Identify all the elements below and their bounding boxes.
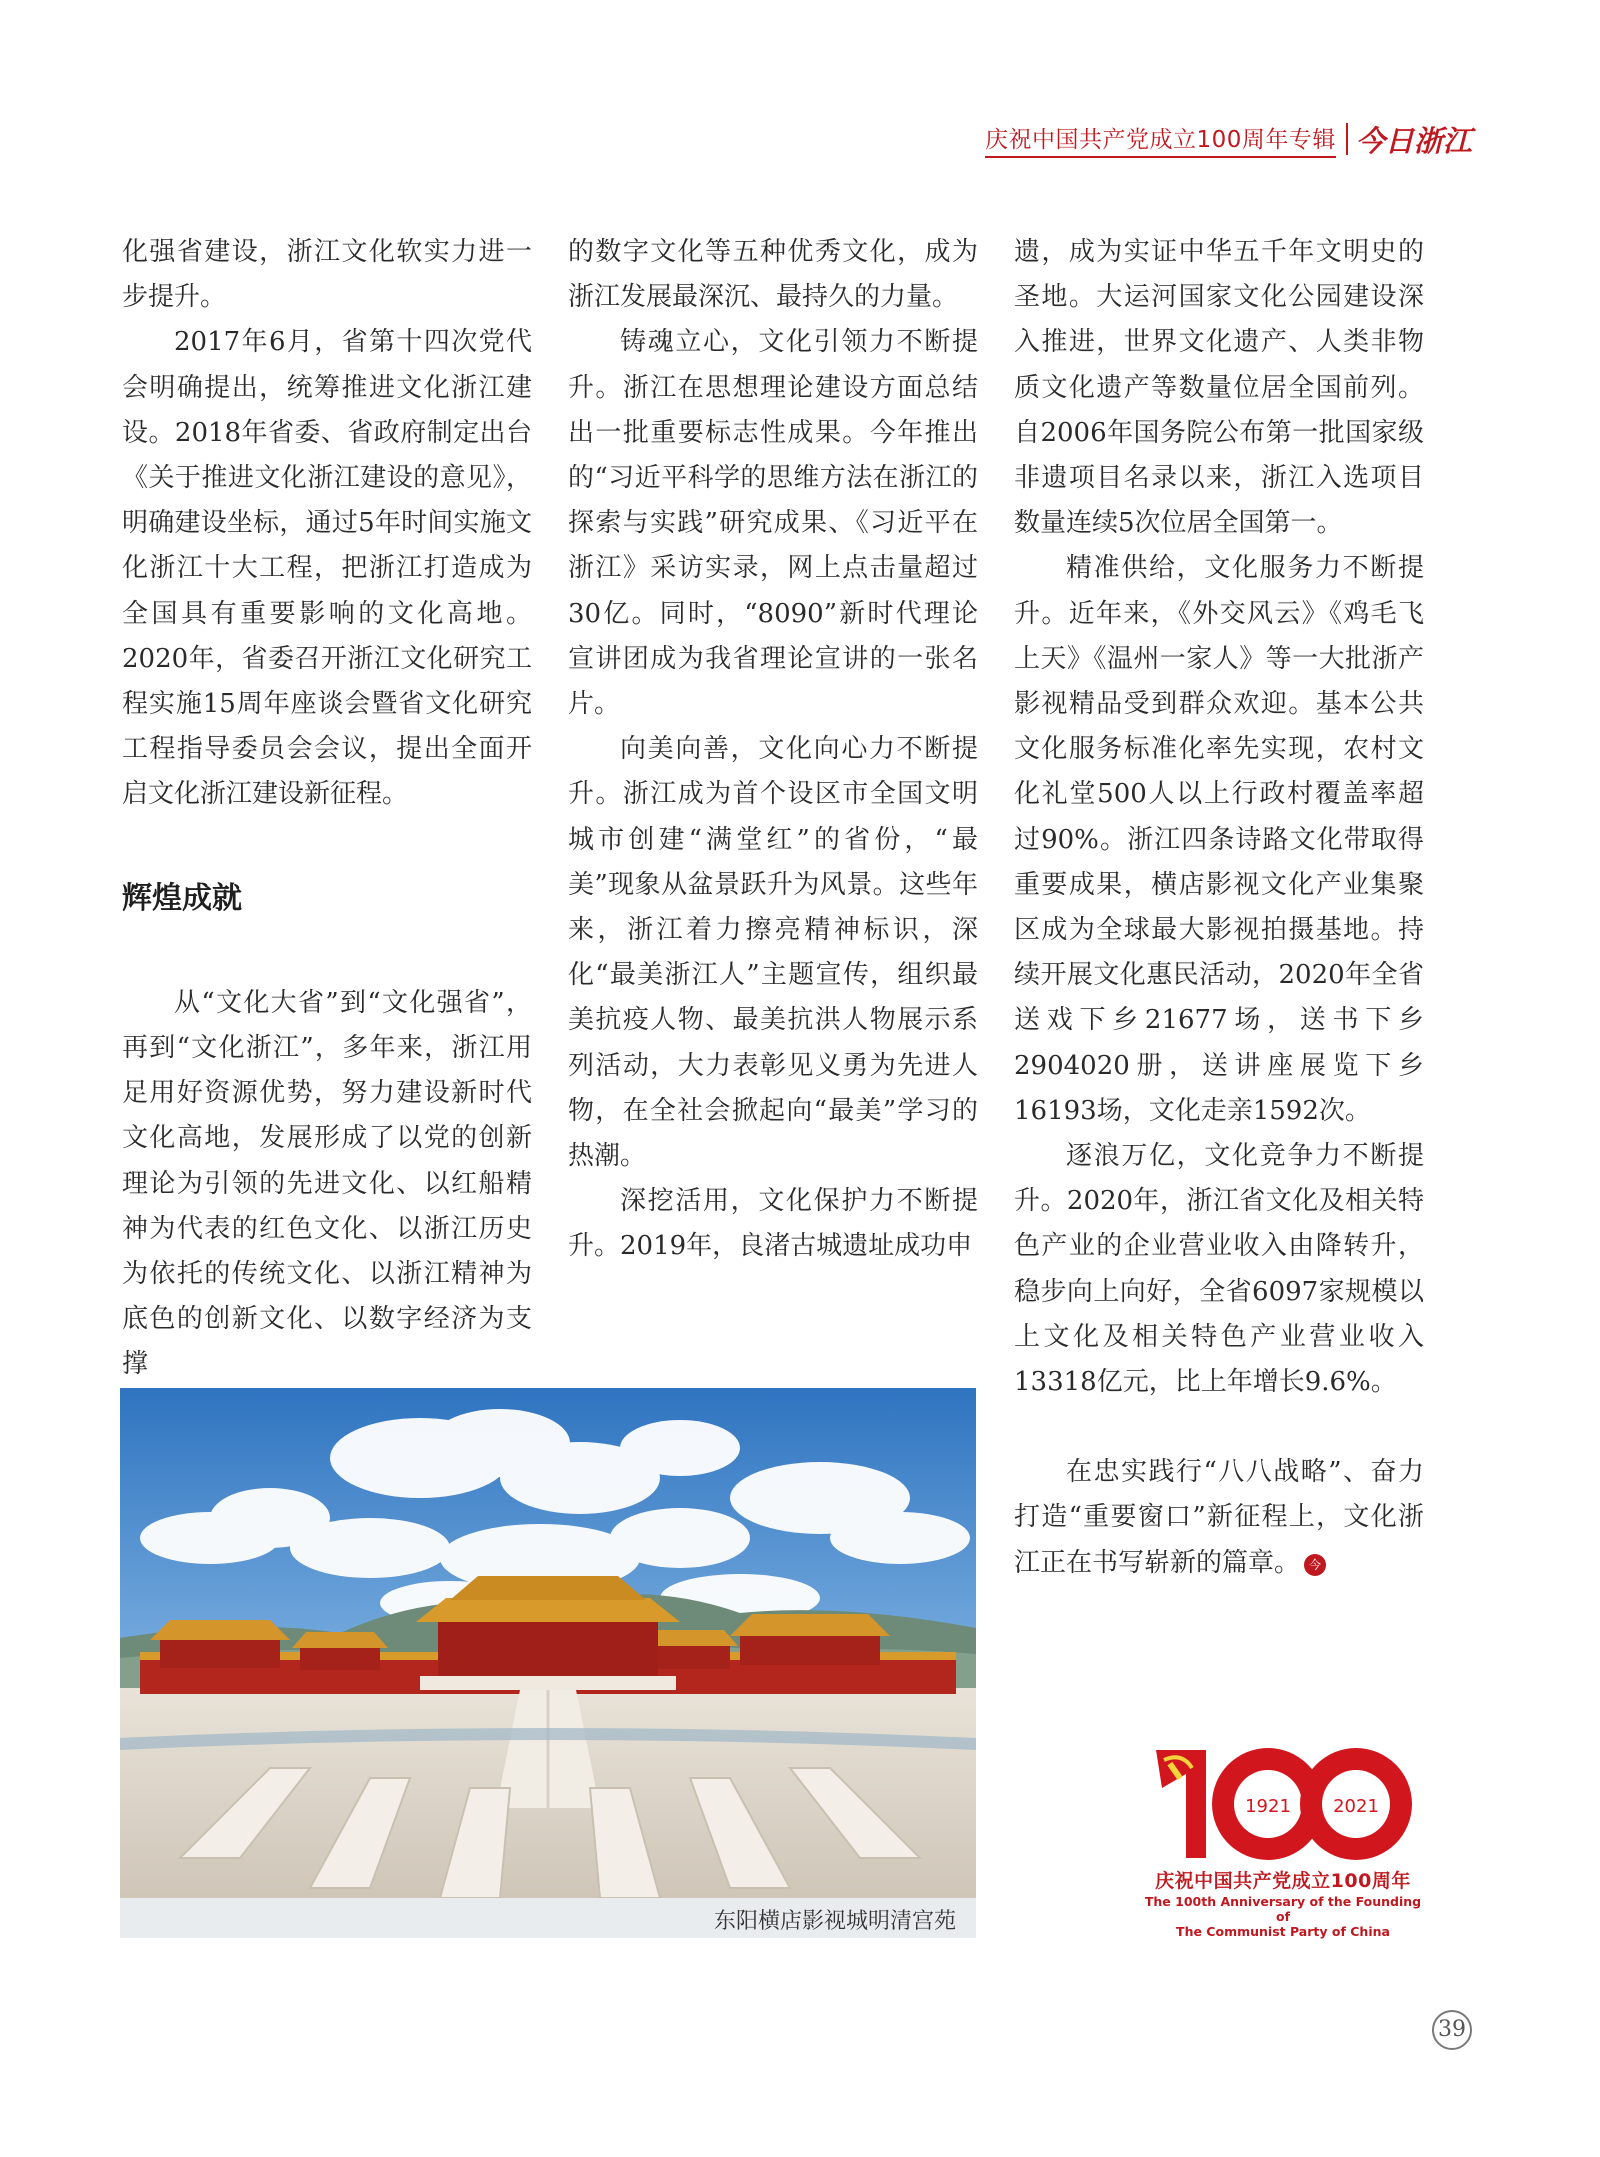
emblem-title-en-line1: The 100th Anniversary of the Founding of [1144,1894,1422,1924]
paragraph: 从“文化大省”到“文化强省”，再到“文化浙江”，多年来，浙江用足用好资源优势，努力建设新时代文化高地，发展形成了以党的创新理论为引领的先进文化、以红船精神为代表的红色文化、以浙江历史为依托的传统文化、以浙江精神为底色的创新文化、以数字经济为支撑 [122,987,532,1380]
emblem-title-en-line2: The Communist Party of China [1176,1924,1390,1939]
year-start-label: 1921 [1245,1796,1291,1817]
closing-text: 在忠实践行“八八战略”、奋力打造“重要窗口”新征程上，文化浙江正在书写崭新的篇章。 [1014,1457,1424,1578]
header-divider [1346,123,1348,155]
centenary-logo-graphic [1142,1730,1424,1870]
photo-caption: 东阳横店影视城明清宫苑 [713,1909,956,1934]
paragraph: 向美向善，文化向心力不断提升。浙江成为首个设区市全国文明城市创建“满堂红”的省份，“最美”现象从盆景跃升为风景。这些年来，浙江着力擦亮精神标识，深化“最美浙江人”主题宣传，组织最美抗疫人物、最美抗洪人物展示系列活动，大力表彰见义勇为先进人物，在全社会掀起向“最美”学习的热潮。 [568,734,978,1172]
closing-paragraph [1014,1450,1424,1586]
end-mark-icon: 今 [1304,1554,1326,1576]
paragraph: 铸魂立心，文化引领力不断提升。浙江在思想理论建设方面总结出一批重要标志性成果。今年推出的“习近平科学的思维方法在浙江的探索与实践”研究成果、《习近平在浙江》采访实录，网上点击量超过30亿。同时，“8090”新时代理论宣讲团成为我省理论宣讲的一张名片。 [568,327,978,720]
paragraph: 深挖活用，文化保护力不断提升。2019年，良渚古城遗址成功申 [568,1186,978,1262]
emblem-title-cn: 庆祝中国共产党成立100周年 [1155,1870,1411,1892]
special-issue-title: 庆祝中国共产党成立100周年专辑 [985,121,1336,158]
palace-photo [120,1388,976,1898]
paragraph: 逐浪万亿，文化竞争力不断提升。2020年，浙江省文化及相关特色产业的企业营业收入由降转升，稳步向上向好，全省6097家规模以上文化及相关特色产业营业收入13318亿元，比上年增长9.6%。 [1014,1141,1424,1398]
year-end-label: 2021 [1333,1796,1379,1817]
text-column-3 [1014,230,1424,1586]
emblem-title-en [1142,1894,1424,1939]
photo-caption-bar [120,1898,976,1938]
text-column-1 [122,230,532,1388]
paragraph: 的数字文化等五种优秀文化，成为浙江发展最深沉、最持久的力量。 [568,237,978,313]
paragraph: 精准供给，文化服务力不断提升。近年来，《外交风云》《鸡毛飞上天》《温州一家人》等一大批浙产影视精品受到群众欢迎。基本公共文化服务标准化率先实现，农村文化礼堂500人以上行政村覆盖率超过90%。浙江四条诗路文化带取得重要成果，横店影视文化产业集聚区成为全球最大影视拍摄基地。持续开展文化惠民活动，2020年全省送戏下乡21677场，送书下乡2904020册，送讲座展览下乡16193场，文化走亲1592次。 [1014,553,1424,1126]
paragraph: 2017年6月，省第十四次党代会明确提出，统筹推进文化浙江建设。2018年省委、省政府制定出台《关于推进文化浙江建设的意见》，明确建设坐标，通过5年时间实施文化浙江十大工程，把浙江打造成为全国具有重要影响的文化高地。2020年，省委召开浙江文化研究工程实施15周年座谈会暨省文化研究工程指导委员会会议，提出全面开启文化浙江建设新征程。 [122,327,532,810]
magazine-logo: 今日浙江 [1355,123,1472,158]
paragraph: 遗，成为实证中华五千年文明史的圣地。大运河国家文化公园建设深入推进，世界文化遗产、人类非物质文化遗产等数量位居全国前列。自2006年国务院公布第一批国家级非遗项目名录以来，浙江入选项目数量连续5次位居全国第一。 [1014,237,1424,539]
section-heading: 辉煌成就 [122,880,242,916]
page-number: 39 [1432,2010,1472,2050]
text-column-2 [568,230,978,1270]
paragraph: 化强省建设，浙江文化软实力进一步提升。 [122,237,532,313]
page-header [985,118,1472,160]
palace-illustration [120,1388,976,1898]
